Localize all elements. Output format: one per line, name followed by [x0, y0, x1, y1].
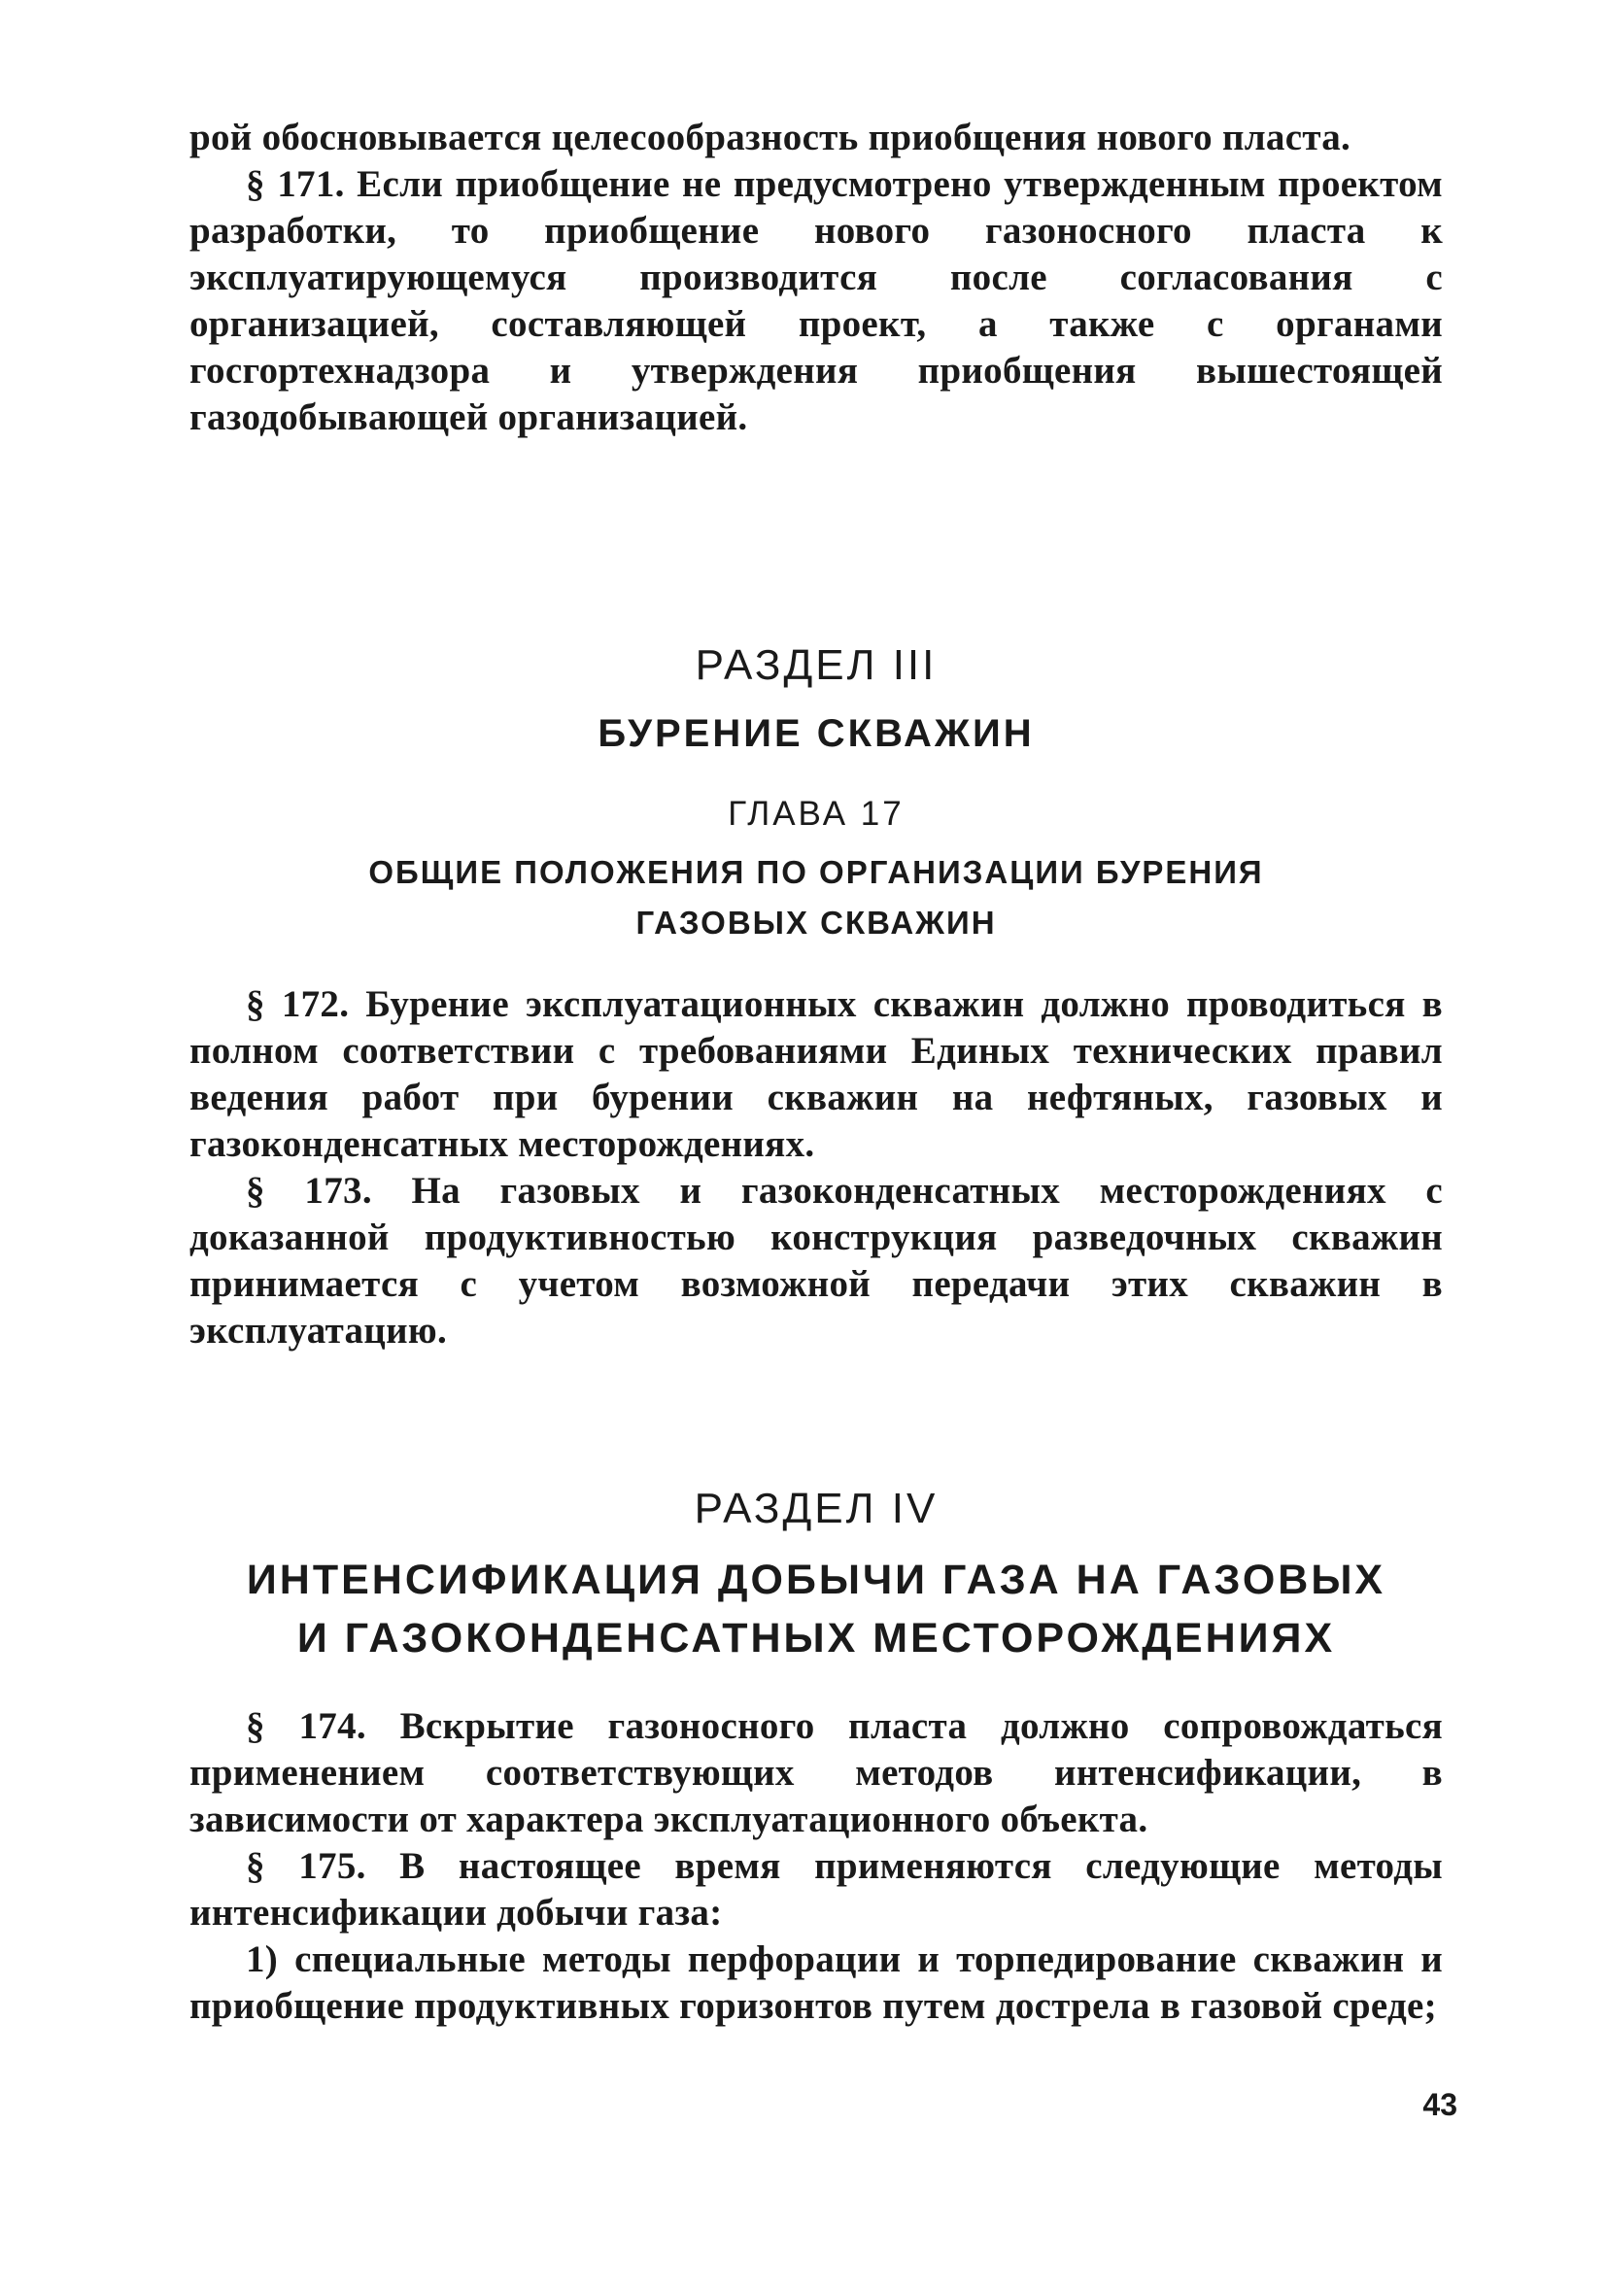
paragraph-175: § 175. В настоящее время применяются следующие методы интенсификации добычи газа: — [189, 1845, 1443, 1934]
page-number: 43 — [1422, 2087, 1457, 2122]
chapter-17-label: ГЛАВА 17 — [728, 795, 905, 833]
chapter-17-title — [189, 847, 1443, 948]
chapter-17-title-line-1: ОБЩИЕ ПОЛОЖЕНИЯ ПО ОРГАНИЗАЦИИ БУРЕНИЯ — [368, 854, 1264, 890]
section-4-label: РАЗДЕЛ IV — [694, 1485, 939, 1532]
chapter-17-title-line-2: ГАЗОВЫХ СКВАЖИН — [635, 905, 997, 941]
paragraph-171: § 171. Если приобщение не предусмотрено утвержденным проектом разработки, то приобщение нового газоносного пласта к эксплуатирующемуся производится после согласования с организацией, составляющей проект, а также с органами госгортехнадзора и утверждения приобщения вышестоящей газодобывающей организацией. — [189, 163, 1443, 438]
section-3-title: БУРЕНИЕ СКВАЖИН — [598, 712, 1035, 755]
paragraph-173: § 173. На газовых и газоконденсатных месторождениях с доказанной продуктивностью конструкция разведочных скважин принимается с учетом возможной передачи этих скважин в эксплуатацию. — [189, 1170, 1443, 1352]
section-3-label: РАЗДЕЛ III — [695, 641, 938, 689]
text-block-top — [189, 115, 1443, 441]
paragraph-174: § 174. Вскрытие газоносного пласта должно сопровождаться применением соответствующих методов интенсификации, в зависимости от характера эксплуатационного объекта. — [189, 1705, 1443, 1840]
section-4-title-line-2: И ГАЗОКОНДЕНСАТНЫХ МЕСТОРОЖДЕНИЯХ — [296, 1615, 1336, 1662]
text-block-middle — [189, 981, 1443, 1354]
paragraph-continuation: рой обосновывается целесообразность приобщения нового пласта. — [189, 117, 1351, 158]
section-4-title — [189, 1551, 1443, 1667]
paragraph-172: § 172. Бурение эксплуатационных скважин должно проводиться в полном соответствии с требованиями Единых технических правил ведения работ при бурении скважин на нефтяных, газовых и газоконденсатных месторождениях. — [189, 983, 1443, 1165]
section-4-title-line-1: ИНТЕНСИФИКАЦИЯ ДОБЫЧИ ГАЗА НА ГАЗОВЫХ — [246, 1557, 1386, 1603]
list-item-1: 1) специальные методы перфорации и торпедирование скважин и приобщение продуктивных горизонтов путем дострела в газовой среде; — [189, 1938, 1443, 2027]
text-block-bottom — [189, 1703, 1443, 2030]
